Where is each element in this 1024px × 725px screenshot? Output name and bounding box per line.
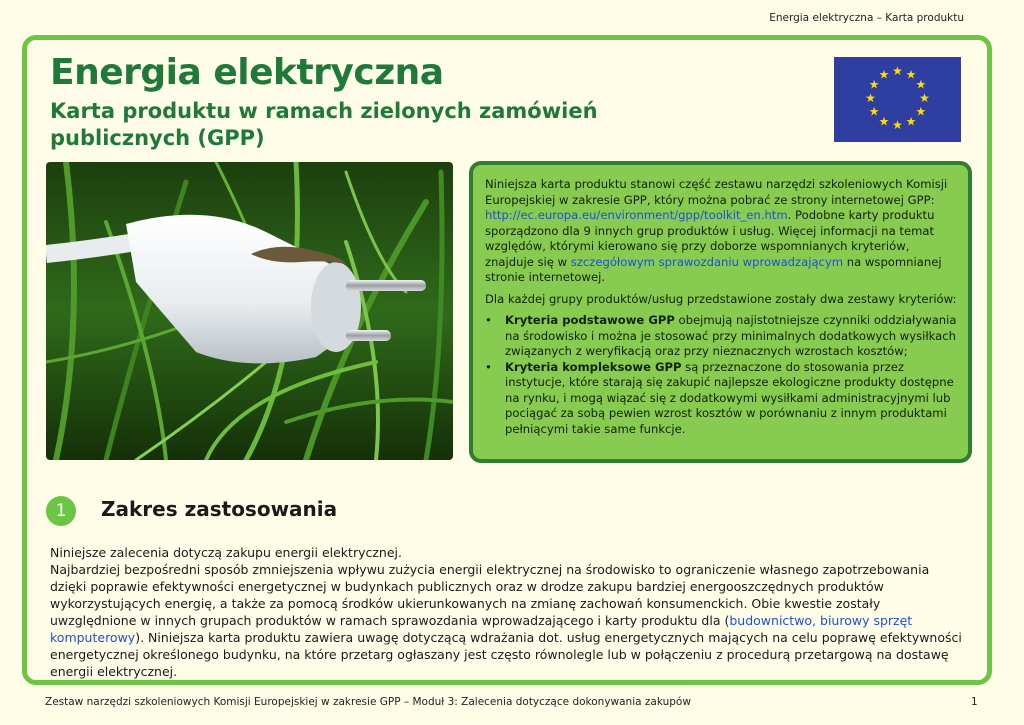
info-paragraph bbox=[485, 177, 958, 286]
page-title: Energia elektryczna bbox=[50, 52, 444, 93]
svg-text:★: ★ bbox=[919, 91, 930, 105]
section-body bbox=[50, 544, 965, 680]
svg-text:★: ★ bbox=[915, 77, 927, 92]
svg-text:★: ★ bbox=[878, 114, 890, 129]
section-number: 1 bbox=[46, 496, 76, 526]
section-line: Niniejsze zalecenia dotyczą zakupu energii elektrycznej. bbox=[50, 545, 402, 560]
svg-text:★: ★ bbox=[905, 67, 917, 82]
svg-text:★: ★ bbox=[868, 77, 880, 92]
related-products-link[interactable]: budownictwo, biurowy sprzęt komputerowy bbox=[50, 613, 913, 645]
page-subtitle: Karta produktu w ramach zielonych zamówień publicznych (GPP) bbox=[50, 99, 598, 150]
section-text: ). Niniejsza karta produktu zawiera uwagę dotyczącą wdrażania dot. usług energetycznych mających na celu poprawę efektywności energetycznej określonego budynku, na które przetarg ogłaszany jest często równolegle lub w połączeniu z procedurą przetargową na dostawę energii elektrycznej. bbox=[50, 630, 962, 679]
svg-text:★: ★ bbox=[905, 114, 917, 129]
criteria-list bbox=[485, 313, 958, 437]
section-text: Najbardziej bezpośredni sposób zmniejszenia wpływu zużycia energii elektrycznej na środowisko to ograniczenie własnego zapotrzebowania dzięki poprawie efektywności energetycznej w budynkach publicznych oraz w drodze zakupu bardziej energooszczędnych produktów wykorzystujących energię, a także za pomocą środków ukierunkowanych na zmianę zachowań konsumenckich. Obie kwestie zostały uwzględnione w innych grupach produktów w ramach sprawozdania wprowadzającego i karty produktu dla ( bbox=[50, 562, 930, 628]
svg-text:★: ★ bbox=[878, 67, 890, 82]
list-item bbox=[505, 313, 958, 360]
svg-text:★: ★ bbox=[892, 118, 903, 132]
criteria-text: są przeznaczone do stosowania przez instytucje, które starają się zakupić najlepsze ekologiczne produkty dostępne na rynku, i mogą wiązać się z dodatkowymi wysiłkami administracyjnymi lub pociągać za sobą pewien wzrost kosztów w porównaniu z innym produktami pełniącymi takie same funkcje. bbox=[505, 359, 954, 436]
svg-text:★: ★ bbox=[865, 91, 876, 105]
criteria-term: Kryteria podstawowe GPP bbox=[505, 313, 675, 327]
section-paragraph bbox=[50, 561, 965, 680]
criteria-text: obejmują najistotniejsze czynniki oddziaływania na środowisko i można je stosować przy minimalnych dodatkowych wysiłkach związanych z weryfikacją oraz przy nieznacznych wzrostach kosztów; bbox=[505, 313, 957, 358]
power-plug-photo bbox=[46, 162, 453, 460]
section-title: Zakres zastosowania bbox=[101, 497, 338, 521]
svg-text:★: ★ bbox=[868, 104, 880, 119]
info-text: na wspomnianej stronie internetowej. bbox=[485, 254, 942, 284]
running-header: Energia elektryczna – Karta produktu bbox=[769, 12, 964, 24]
list-item bbox=[505, 360, 958, 438]
report-link[interactable]: szczegółowym sprawozdaniu wprowadzającym bbox=[570, 254, 844, 269]
info-text: Niniejsza karta produktu stanowi część zestawu narzędzi szkoleniowych Komisji Europejskiej w zakresie GPP, który można pobrać ze strony internetowej GPP: bbox=[485, 177, 948, 207]
info-box bbox=[469, 161, 972, 463]
info-text: . Podobne karty produktu sporządzono dla 9 innych grup produktów i usług. Więcej informacji na temat względów, którymi kierowano się przy doborze wspomnianych kryteriów, znajduje się w bbox=[485, 208, 935, 269]
toolkit-link[interactable]: http://ec.europa.eu/environment/gpp/toolkit_en.htm bbox=[485, 208, 788, 222]
criteria-term: Kryteria kompleksowe GPP bbox=[505, 359, 682, 374]
footer-text: Zestaw narzędzi szkoleniowych Komisji Europejskiej w zakresie GPP – Moduł 3: Zalecenia dotyczące dokonywania zakupów bbox=[45, 696, 691, 708]
criteria-intro: Dla każdej grupy produktów/usług przedstawione zostały dwa zestawy kryteriów: bbox=[485, 291, 957, 306]
eu-flag-icon bbox=[834, 57, 961, 142]
svg-text:★: ★ bbox=[915, 104, 927, 119]
page-number: 1 bbox=[971, 696, 978, 708]
svg-text:★: ★ bbox=[892, 64, 903, 78]
